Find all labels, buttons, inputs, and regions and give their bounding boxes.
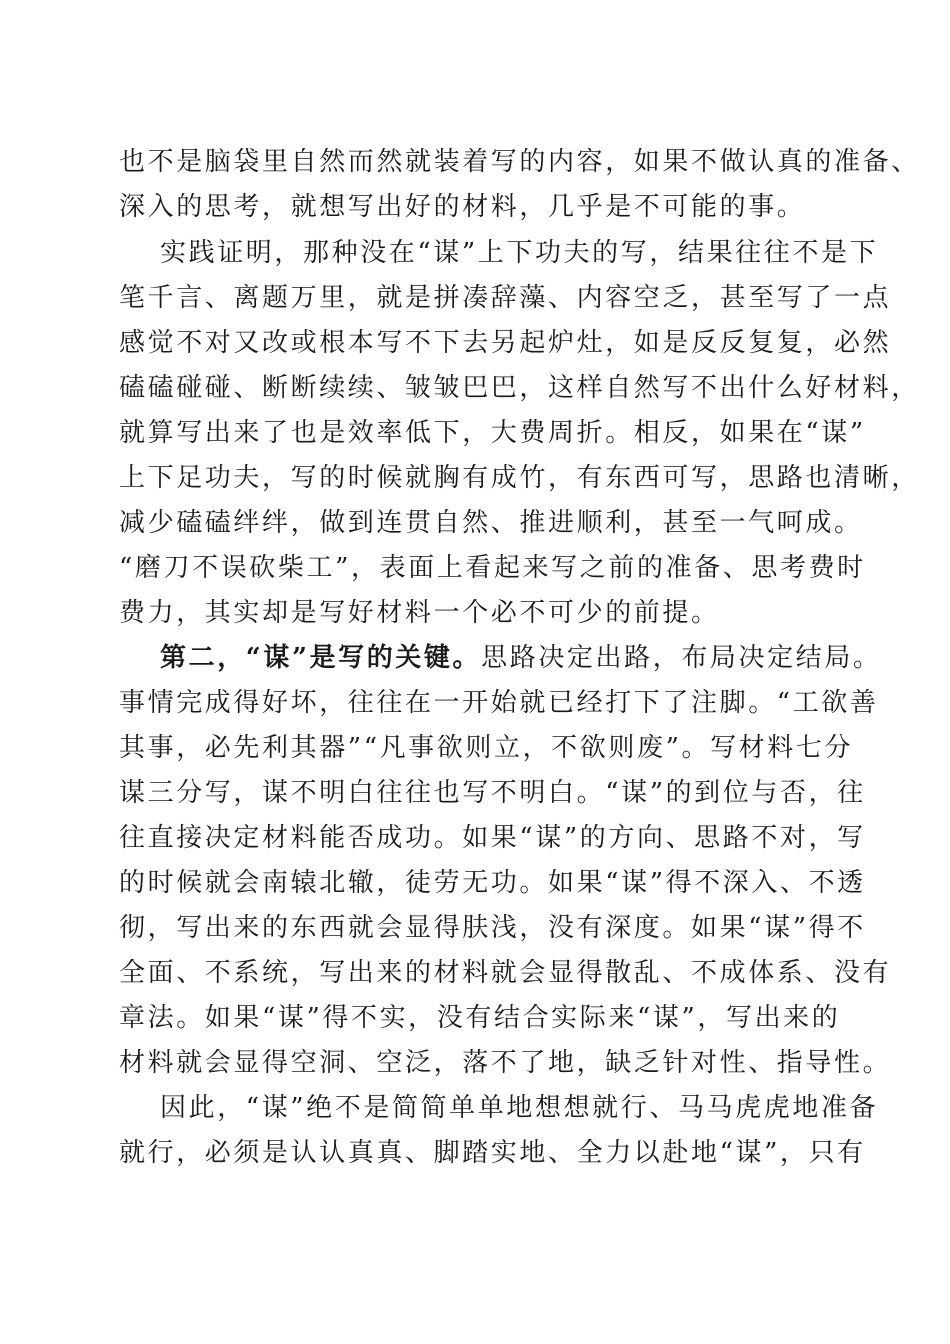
- text-span: 思路决定出路，布局决定结局。: [481, 643, 882, 673]
- paragraph-start: 实践证明，那种没在“谋”上下功夫的写，结果往往不是下: [160, 238, 879, 268]
- text-line: 磕磕碰碰、断断续续、皱皱巴巴，这样自然写不出什么好材料，: [119, 373, 920, 403]
- text-line: 谋三分写，谋不明白往往也写不明白。“谋”的到位与否，往: [119, 778, 866, 808]
- text-line: 笔千言、离题万里，就是拼凑辞藻、内容空乏，甚至写了一点: [119, 283, 892, 313]
- text-line: 的时候就会南辕北辙，徒劳无功。如果“谋”得不深入、不透: [119, 868, 866, 898]
- text-line: 往直接决定材料能否成功。如果“谋”的方向、思路不对，写: [119, 823, 866, 853]
- text-line: 其事，必先利其器”“凡事欲则立，不欲则废”。写材料七分: [119, 733, 854, 763]
- text-line: 就算写出来了也是效率低下，大费周折。相反，如果在“谋”: [119, 418, 866, 448]
- text-line: 就行，必须是认认真真、脚踏实地、全力以赴地“谋”，只有: [119, 1138, 866, 1168]
- paragraph-start: 因此，“谋”绝不是简简单单地想想就行、马马虎虎地准备: [160, 1093, 879, 1123]
- paragraph-start: [160, 641, 882, 675]
- text-line: 彻，写出来的东西就会显得肤浅，没有深度。如果“谋”得不: [119, 913, 866, 943]
- text-line: 减少磕磕绊绊，做到连贯自然、推进顺利，甚至一气呵成。: [119, 508, 863, 538]
- text-line: 深入的思考，就想写出好的材料，几乎是不可能的事。: [119, 192, 806, 222]
- text-line: 也不是脑袋里自然而然就装着写的内容，如果不做认真的准备、: [119, 147, 920, 177]
- text-line: “磨刀不误砍柴工”，表面上看起来写之前的准备、思考费时: [119, 553, 866, 583]
- section-heading: 第二，“谋”是写的关键。: [160, 643, 482, 673]
- text-line: 费力，其实却是写好材料一个必不可少的前提。: [119, 598, 720, 628]
- text-line: 感觉不对又改或根本写不下去另起炉灶，如是反反复复，必然: [119, 328, 892, 358]
- text-line: 上下足功夫，写的时候就胸有成竹，有东西可写，思路也清晰，: [119, 463, 920, 493]
- text-line: 章法。如果“谋”得不实，没有结合实际来“谋”，写出来的: [119, 1003, 841, 1033]
- text-line: 全面、不系统，写出来的材料就会显得散乱、不成体系、没有: [119, 958, 892, 988]
- text-line: 事情完成得好坏，往往在一开始就已经打下了注脚。“工欲善: [119, 688, 879, 718]
- text-line: 材料就会显得空洞、空泛，落不了地，缺乏针对性、指导性。: [119, 1048, 892, 1078]
